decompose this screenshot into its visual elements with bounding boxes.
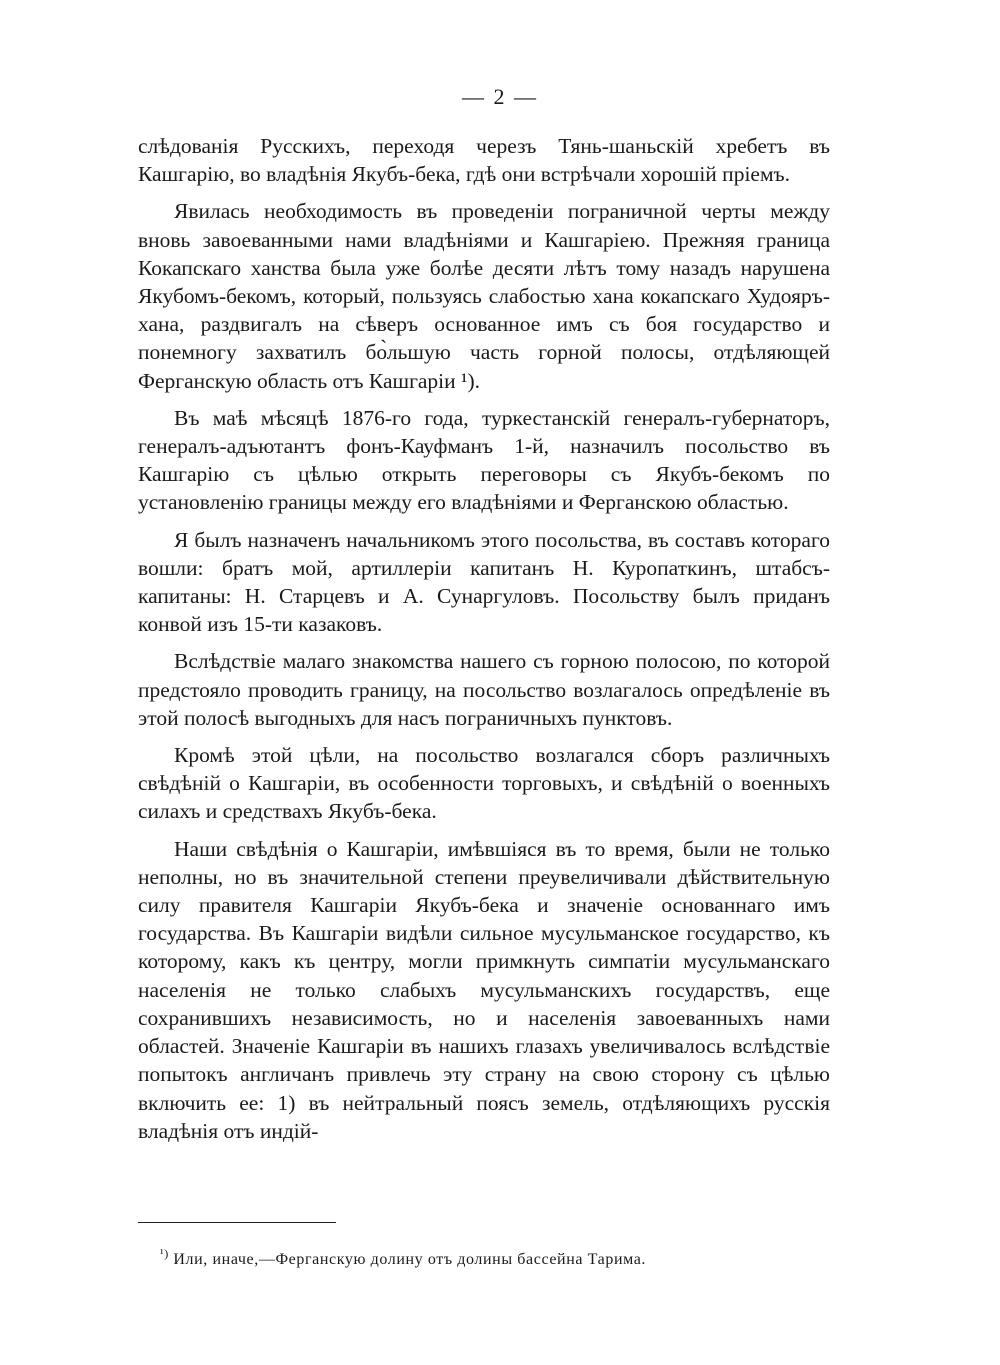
footnote-text: Или, иначе,—Ферганскую долину отъ долины бассейна Тарима. [173, 1251, 647, 1268]
body-text [138, 132, 830, 1154]
page-number: — 2 — [462, 84, 538, 109]
paragraph-4: Я былъ назначенъ начальникомъ этого посольства, въ составъ котораго вошли: братъ мой, артиллеріи капитанъ Н. Куропаткинъ, штабсъ-капитаны: Н. Старцевъ и А. Сунаргуловъ. Посольству былъ приданъ конвой изъ 15-ти казаковъ. [138, 527, 830, 637]
paragraph-2: Явилась необходимость въ проведеніи пограничной черты между вновь завоеванными нами владѣніями и Кашгаріею. Прежняя граница Кокапскаго ханства была уже болѣе десяти лѣтъ тому назадъ нарушена Якубомъ-бекомъ, который, пользуясь слабостью хана кокапскаго Худояръ-хана, раздвигалъ на сѣверъ основанное имъ съ боя государство и понемногу захватилъ бо̀льшую часть горной полосы, отдѣляющей Ферганскую область отъ Кашгаріи ¹). [138, 199, 830, 393]
footnote [160, 1246, 820, 1270]
paragraph-3: Въ маѣ мѣсяцѣ 1876-го года, туркестанскій генералъ-губернаторъ, генералъ-адъютантъ фонъ-Кауфманъ 1-й, назначилъ посольство въ Кашгарію съ цѣлью открыть переговоры съ Якубъ-бекомъ по установленію границы между его владѣніями и Ферганскою областью. [138, 405, 830, 515]
paragraph-6: Кромѣ этой цѣли, на посольство возлагался сборъ различныхъ свѣдѣній о Кашгаріи, въ особенности торговыхъ, и свѣдѣній о военныхъ силахъ и средствахъ Якубъ-бека. [138, 743, 830, 824]
paragraph-1: слѣдованія Русскихъ, переходя черезъ Тянь-шаньскій хребетъ въ Кашгарію, во владѣнія Якубъ-бека, гдѣ они встрѣчали хорошій пріемъ. [138, 134, 830, 187]
paragraph-5: Вслѣдствіе малаго знакомства нашего съ горною полосою, по которой предстояло проводить границу, на посольство возлагалось опредѣленіе въ этой полосѣ выгодныхъ для насъ пограничныхъ пунктовъ. [138, 649, 830, 730]
footnote-marker: ¹) [160, 1246, 169, 1261]
footnote-divider [138, 1222, 336, 1223]
paragraph-7: Наши свѣдѣнія о Кашгаріи, имѣвшіяся въ то время, были не только неполны, но въ значительной степени преувеличивали дѣйствительную силу правителя Кашгаріи Якубъ-бека и значеніе основаннаго имъ государства. Въ Кашгаріи видѣли сильное мусульманское государство, къ которому, какъ къ центру, могли примкнуть симпатіи мусульманскаго населенія не только слабыхъ мусульманскихъ государствъ, еще сохранившихъ независимость, но и населенія завоеванныхъ нами областей. Значеніе Кашгаріи въ нашихъ глазахъ увеличивалось вслѣдствіе попытокъ англичанъ привлечь эту страну на свою сторону съ цѣлью включить ее: 1) въ нейтральный поясъ земель, отдѣляющихъ русскія владѣнія отъ индій- [138, 836, 830, 1143]
